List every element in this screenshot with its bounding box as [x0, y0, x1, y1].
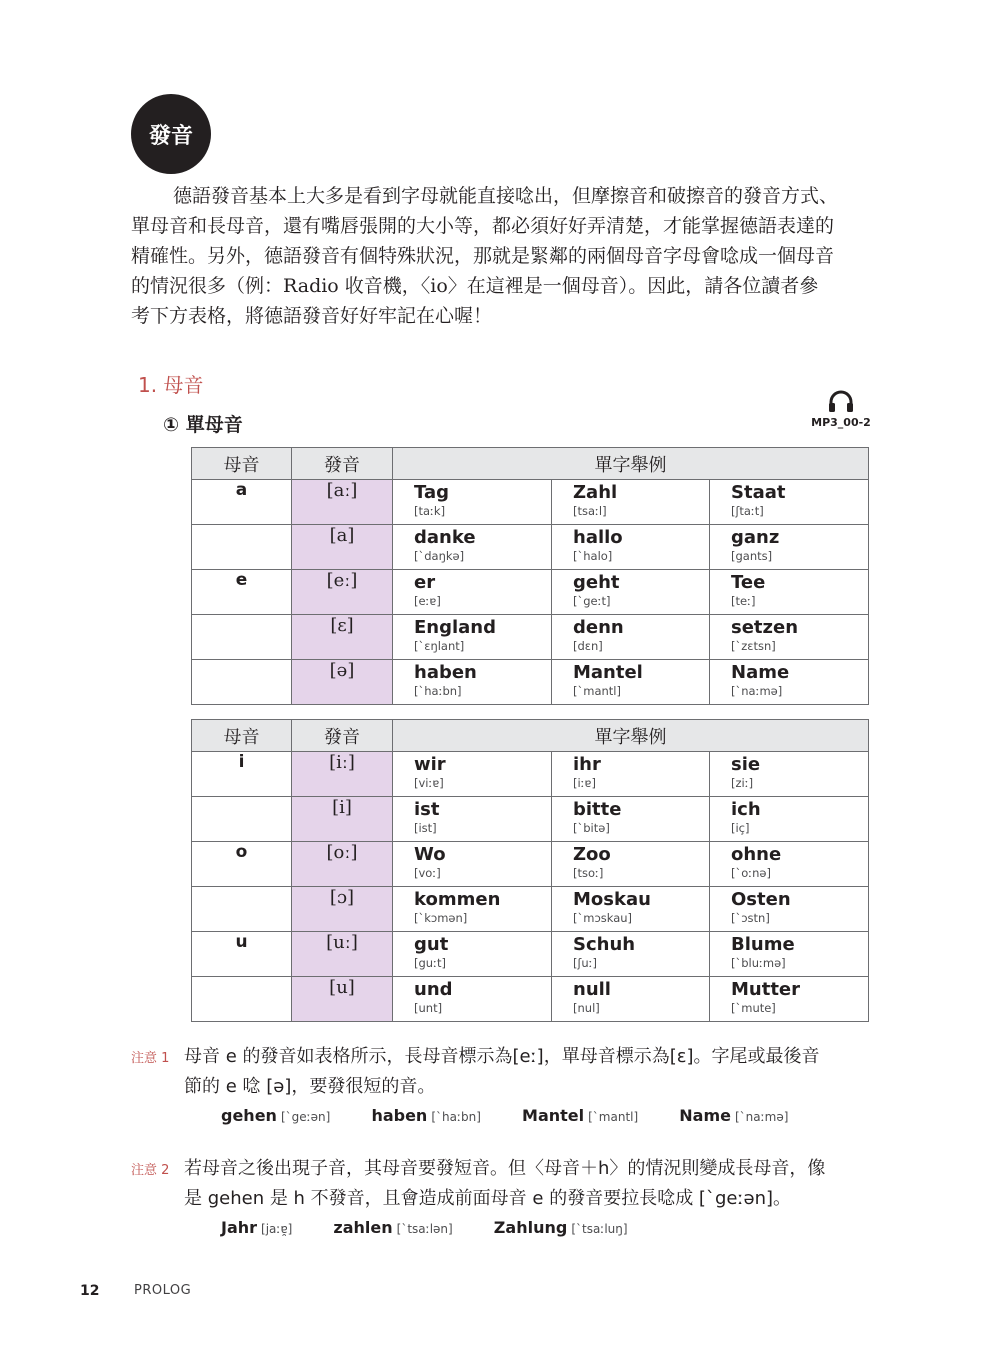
example-word	[552, 887, 710, 932]
word: und	[414, 979, 453, 1000]
note-line: 若母音之後出現子音，其母音要發短音。但〈母音＋h〉的情況則變成長母音，像	[184, 1158, 826, 1179]
pronunciation: [i]	[292, 797, 393, 842]
example-item	[333, 1218, 452, 1237]
vowel-table-1	[191, 447, 869, 705]
word-ipa: [ˋkɔmən]	[414, 911, 468, 925]
note-line: 節的 e 唸 [ə]，要發很短的音。	[184, 1076, 436, 1097]
word-ipa: [tsoː]	[573, 866, 604, 880]
example-word	[710, 887, 869, 932]
pronunciation: [uː]	[292, 932, 393, 977]
example-word	[393, 932, 552, 977]
word-ipa: [nul]	[573, 1001, 600, 1015]
example-word: Mantel	[522, 1106, 585, 1125]
header-vowel: 母音	[192, 720, 292, 752]
word: hallo	[573, 527, 623, 548]
word: Blume	[731, 934, 795, 955]
word: Zoo	[573, 844, 611, 865]
word-ipa: [ist]	[414, 821, 437, 835]
word-ipa: [iç]	[731, 821, 750, 835]
word-ipa: [ˋbitə]	[573, 821, 610, 835]
word: Tag	[414, 482, 449, 503]
example-word	[393, 842, 552, 887]
example-word	[393, 480, 552, 525]
vowel-letter	[192, 525, 292, 570]
word: ohne	[731, 844, 782, 865]
example-word	[393, 570, 552, 615]
word: Mutter	[731, 979, 801, 1000]
note-1	[131, 1042, 871, 1142]
headphones-icon	[827, 390, 855, 412]
note-label: 注意 1	[131, 1051, 170, 1066]
word: wir	[414, 754, 446, 775]
table-row	[192, 977, 869, 1022]
vowel-letter	[192, 797, 292, 842]
vowel-table-2	[191, 719, 869, 1022]
word-ipa: [ʃuː]	[573, 956, 597, 970]
vowel-letter	[192, 615, 292, 660]
example-word	[710, 525, 869, 570]
pronunciation: [aː]	[292, 480, 393, 525]
note-examples	[221, 1106, 824, 1125]
word: setzen	[731, 617, 799, 638]
header-pronunciation: 發音	[292, 448, 393, 480]
example-word	[710, 480, 869, 525]
example-word	[552, 615, 710, 660]
word-ipa: [ˋhaːbn]	[414, 684, 462, 698]
example-ipa: [jaːɐ̯]	[261, 1222, 293, 1236]
audio-track[interactable]	[810, 390, 872, 429]
pronunciation: [iː]	[292, 752, 393, 797]
note-line: 母音 e 的發音如表格所示，長母音標示為[eː]，單母音標示為[ɛ]。字尾或最後音	[184, 1046, 820, 1067]
note-label: 注意 2	[131, 1163, 170, 1178]
header-examples: 單字舉例	[393, 720, 869, 752]
vowel-letter	[192, 660, 292, 705]
example-word	[710, 570, 869, 615]
word-ipa: [dɛn]	[573, 639, 603, 653]
intro-line: 德語發音基本上大多是看到字母就能直接唸出，但摩擦音和破擦音的發音方式、	[173, 185, 839, 207]
vowel-letter	[192, 887, 292, 932]
word: Tee	[731, 572, 766, 593]
word: ich	[731, 799, 761, 820]
example-word	[393, 525, 552, 570]
example-word: gehen	[221, 1106, 277, 1125]
pronunciation: [ɔ]	[292, 887, 393, 932]
header-vowel: 母音	[192, 448, 292, 480]
pronunciation: [u]	[292, 977, 393, 1022]
table-row	[192, 480, 869, 525]
word-ipa: [ʃtaːt]	[731, 504, 764, 518]
word: Zahl	[573, 482, 618, 503]
example-word	[393, 615, 552, 660]
word-ipa: [voː]	[414, 866, 441, 880]
note-examples	[221, 1218, 664, 1237]
word-ipa: [gants]	[731, 549, 773, 563]
note-text	[184, 1042, 870, 1102]
audio-track-label: MP3_00-2	[811, 416, 871, 429]
example-item	[494, 1218, 628, 1237]
example-word	[710, 615, 869, 660]
word-ipa: [teː]	[731, 594, 756, 608]
pronunciation: [ə]	[292, 660, 393, 705]
example-word	[552, 525, 710, 570]
vowel-letter: u	[192, 932, 292, 977]
word: sie	[731, 754, 761, 775]
intro-paragraph	[131, 181, 869, 331]
word-ipa: [ˋoːnə]	[731, 866, 771, 880]
intro-line: 精確性。另外，德語發音有個特殊狀況，那就是緊鄰的兩個母音字母會唸成一個母音	[131, 245, 835, 267]
example-word: Jahr	[221, 1218, 258, 1237]
word-ipa: [ˋɔstn]	[731, 911, 770, 925]
intro-line: 考下方表格，將德語發音好好牢記在心喔！	[131, 305, 493, 327]
table-row	[192, 525, 869, 570]
word-ipa: [ziː]	[731, 776, 754, 790]
word-ipa: [eːɐ]	[414, 594, 441, 608]
word-ipa: [tsaːl]	[573, 504, 607, 518]
example-word	[710, 660, 869, 705]
vowel-letter	[192, 977, 292, 1022]
example-ipa: [ˋhaːbn]	[431, 1110, 481, 1124]
note-text	[184, 1154, 870, 1214]
example-item	[371, 1106, 480, 1125]
section-title: 1. 母音	[138, 373, 204, 397]
example-item	[221, 1218, 292, 1237]
word: danke	[414, 527, 476, 548]
word-ipa: [ˋzɛtsn]	[731, 639, 776, 653]
word: Mantel	[573, 662, 643, 683]
word: null	[573, 979, 611, 1000]
word: ist	[414, 799, 440, 820]
example-word	[393, 752, 552, 797]
example-word	[552, 977, 710, 1022]
example-word	[710, 842, 869, 887]
word: bitte	[573, 799, 622, 820]
example-word	[710, 797, 869, 842]
note-line: 是 gehen 是 h 不發音，且會造成前面母音 e 的發音要拉長唸成 [ˋgeːən]。	[184, 1188, 792, 1209]
example-word	[552, 660, 710, 705]
example-item	[221, 1106, 330, 1125]
example-word: haben	[371, 1106, 428, 1125]
intro-line: 的情況很多（例：Radio 收音機，〈io〉在這裡是一個母音）。因此，請各位讀者參	[131, 275, 819, 297]
word: England	[414, 617, 497, 638]
word: geht	[573, 572, 620, 593]
vowel-letter: o	[192, 842, 292, 887]
word: Moskau	[573, 889, 651, 910]
word: ihr	[573, 754, 601, 775]
example-ipa: [ˋgeːən]	[280, 1110, 331, 1124]
example-ipa: [ˋtsaːlən]	[396, 1222, 453, 1236]
header-examples: 單字舉例	[393, 448, 869, 480]
word-ipa: [ˋɛŋlant]	[414, 639, 465, 653]
subsection-title: ① 單母音	[163, 414, 243, 436]
example-ipa: [ˋtsaːluŋ]	[571, 1222, 628, 1236]
pronunciation: [oː]	[292, 842, 393, 887]
example-word	[393, 977, 552, 1022]
table-row	[192, 887, 869, 932]
example-word	[710, 977, 869, 1022]
intro-line: 單母音和長母音，還有嘴唇張開的大小等，都必須好好弄清楚，才能掌握德語表達的	[131, 215, 835, 237]
table-row	[192, 842, 869, 887]
table-row	[192, 615, 869, 660]
word-ipa: [ˋmute]	[731, 1001, 776, 1015]
vowel-letter: e	[192, 570, 292, 615]
word: haben	[414, 662, 477, 683]
example-ipa: [ˋmantl]	[588, 1110, 639, 1124]
example-word	[552, 570, 710, 615]
word-ipa: [taːk]	[414, 504, 446, 518]
word-ipa: [ˋnaːmə]	[731, 684, 783, 698]
example-word: Name	[679, 1106, 731, 1125]
pronunciation: [a]	[292, 525, 393, 570]
example-ipa: [ˋnaːmə]	[734, 1110, 789, 1124]
example-word	[393, 797, 552, 842]
word-ipa: [ˋdaŋkə]	[414, 549, 465, 563]
word: Schuh	[573, 934, 636, 955]
word: kommen	[414, 889, 501, 910]
example-word	[552, 797, 710, 842]
word-ipa: [ˋmantl]	[573, 684, 621, 698]
word: Staat	[731, 482, 786, 503]
table-row	[192, 570, 869, 615]
note-2	[131, 1154, 871, 1254]
table-row	[192, 660, 869, 705]
example-word	[710, 932, 869, 977]
pronunciation: [eː]	[292, 570, 393, 615]
word-ipa: [ˋbluːmə]	[731, 956, 786, 970]
word-ipa: [guːt]	[414, 956, 446, 970]
word-ipa: [ˋmɔskau]	[573, 911, 633, 925]
word: Wo	[414, 844, 446, 865]
header-pronunciation: 發音	[292, 720, 393, 752]
word: ganz	[731, 527, 780, 548]
word: gut	[414, 934, 449, 955]
example-word: zahlen	[333, 1218, 393, 1237]
example-word	[393, 660, 552, 705]
table-row	[192, 752, 869, 797]
word-ipa: [viːɐ]	[414, 776, 444, 790]
page-number: 12	[80, 1283, 100, 1299]
table-row	[192, 932, 869, 977]
section-badge: 發音	[131, 94, 211, 174]
word-ipa: [ˋhalo]	[573, 549, 613, 563]
word: Name	[731, 662, 790, 683]
example-word	[552, 752, 710, 797]
example-word	[552, 842, 710, 887]
word: Osten	[731, 889, 791, 910]
word: er	[414, 572, 436, 593]
running-footer: PROLOG	[134, 1283, 192, 1298]
example-word: Zahlung	[493, 1218, 568, 1237]
example-word	[552, 932, 710, 977]
example-word	[552, 480, 710, 525]
example-word	[393, 887, 552, 932]
vowel-letter: a	[192, 480, 292, 525]
example-item	[522, 1106, 638, 1125]
vowel-letter: i	[192, 752, 292, 797]
example-word	[710, 752, 869, 797]
word-ipa: [ˋgeːt]	[573, 594, 611, 608]
word-ipa: [iːɐ]	[573, 776, 596, 790]
example-item	[679, 1106, 788, 1125]
table-row	[192, 797, 869, 842]
word: denn	[573, 617, 624, 638]
pronunciation: [ɛ]	[292, 615, 393, 660]
word-ipa: [unt]	[414, 1001, 443, 1015]
